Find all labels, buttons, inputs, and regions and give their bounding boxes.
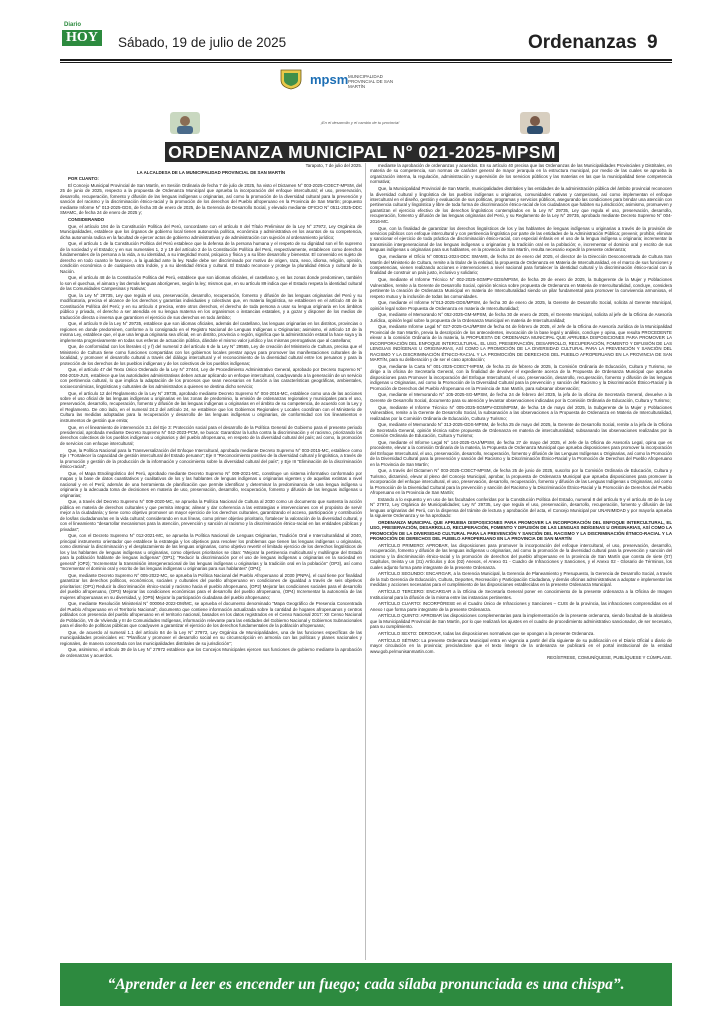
leader-photo-left: [170, 112, 200, 134]
paragraph: ARTÍCULO SEGUNDO: ENCARGAR, a la Gerencia Municipal, la Gerencia de Planeamiento y Presupuesto, la Gerencia de Desarrollo Social, a través de la Sub Gerencia de Educación, Cultura, Deportes, Recreación y Participación Ciudadana, y demás oficinas administrativas a adoptar e implementar las medidas y acciones necesarias para el cumplimiento de las disposiciones establecidas en la presente Ordenanza Municipal.: [370, 571, 672, 588]
header-rule-thin: [60, 62, 672, 63]
footer-quote-banner: [60, 963, 672, 1006]
leader-photo-right: [520, 112, 550, 134]
paragraph: Que, la Ley N° 29735, Ley que regula el uso, preservación, desarrollo, recuperación, fomento y difusión de las lenguas originarias del Perú y su modificatoria, precisa el alcance de los derechos y garantías individuales y colectivas que, en materia lingüística, se establecen en el artículo 48 de la Constitución Política del Perú; y en su artículo 4 precisa, entre otros derechos, el derecho de toda persona a usar su lengua originaria en los ámbitos público y privado, el derecho a ser atendida en su lengua materna en los organismos o instancias estatales, y a gozar y disponer de los medios de traducción directa o inversa que garanticen el ejercicio de sus derechos en todo ámbito;: [60, 292, 362, 320]
paragraph: Que, el Mapa Etnolingüístico del Perú, aprobado mediante Decreto Supremo N° 009-2021-MC, constituye un sistema informativo conformado por mapas y la base de datos cuantitativos y cualitativos de los y las hablantes de lenguas indígenas u originarias vigentes y de aquellas extintas a nivel nacional y en el Perú; además de una herramienta de planificación que permite identificar y determinar la predominancia de una lengua indígena u originaria y la adecuada toma de decisiones en materia de uso, preservación, desarrollo, recuperación, fomento y difusión de las lenguas indígenas u originarias;: [60, 470, 362, 498]
ordinance-title: ORDENANZA MUNICIPAL N° 021-2025-MPSM: [165, 142, 559, 162]
paragraph: Que, mediante Decreto Supremo N° 005-2022-MC, se aprueba la Política Nacional del Pueblo Afroperuano al 2030 (PNPA), el cual tiene por finalidad garantizar los derechos políticos, económicos, sociales y culturales del pueblo afroperuano en condiciones de igualdad a través de seis objetivos prioritarios: (OP1) Reducir la discriminación étnico-racial y racismo hacia el pueblo afroperuano, (OP2) Mejorar las condiciones sociales para el desarrollo del pueblo afroperuano, (OP3) Mejorar las condiciones económicas para el desarrollo del pueblo afroperuano, (OP4) Incrementar la autonomía de las mujeres afroperuanas en su diversidad, y, (OP5) Mejorar la participación ciudadana del pueblo afroperuano;: [60, 572, 362, 600]
paragraph: Tarapoto, 7 de julio del 2025.: [305, 163, 362, 168]
paragraph: Que, el artículo 9 de la Ley N° 29735, establece que son idiomas oficiales, además del castellano, las lenguas originarias en los distritos, provincias o regiones en donde predominen, conforme a lo consignado en el Registro Nacional de Lenguas Indígenas u Originarias; asimismo, el artículo 10 de la misma Ley, establece que, el que una lengua originaria sea oficial, en un distrito, provincia o región, significa que la administración estatal la hace suya y la implementa progresivamente en todas sus esferas de actuación pública, dándole el mismo valor jurídico y las mismas prerrogativas que al castellano;: [60, 321, 362, 343]
paragraph: ARTÍCULO QUINTO: APROBAR las disposiciones complementarias para la implementación de la presente ordenanza, siendo facultad de la alcaldesa que la Municipalidad Provincial de San Martín, por lo que realizará los ajustes en el cuadro de procedimiento administrativo sancionador, de ser necesario, para su cumplimiento.: [370, 613, 672, 630]
paragraph: ORDENANZA MUNICIPAL QUE APRUEBA DISPOSICIONES PARA PROMOVER LA INCORPORACIÓN DEL ENFOQUE INTERCULTURAL, EL USO, PRESERVACIÓN, DESARROLLO, RECUPERACIÓN, FOMENTO Y DIFUSIÓN DE LAS LENGUAS INDÍGENAS U ORIGINARIAS, ASÍ COMO LA PROMOCIÓN DE LA DIVERSIDAD CULTURAL PARA LA PREVENCIÓN Y SANCIÓN DEL RACISMO Y LA DISCRIMINACIÓN ÉTNICO-RACIAL Y LA PROMOCIÓN DE DERECHOS DEL PUEBLO AFROPERUANO EN LA PROVINCIA DE SAN MARTÍN: [370, 519, 672, 542]
header-rule: [60, 59, 672, 61]
municipality-slogan: ¡En el desarrollo y el cambio de tu provincia!: [320, 120, 400, 125]
paragraph: Que, asimismo, el artículo 39 de la Ley N° 27972 establece que los Concejos Municipales ejercen sus funciones de gobierno mediante la aprobación de ordenanzas y acuerdos.: [60, 647, 362, 658]
paragraph: Que, el artículo 194 de la Constitución Política del Perú, concordante con el artículo II del Título Preliminar de la Ley N° 27972, Ley Orgánica de Municipalidades, establece que los órganos de gobierno local tienen autonomía política, económica y administrativa en los asuntos de su competencia, dicha autonomía radica en la facultad de ejercer actos de gobierno administrativos y de administración con sujeción al ordenamiento jurídico;: [60, 223, 362, 240]
article-column-left: [60, 163, 362, 960]
paragraph: Que, mediante el Memorando N° 105-2025-SG-MPSM, de fecha 24 de febrero del 2025, la jefa de la oficina de Secretaría General, devuelve a la Gerente de Desarrollo Social, documento para su atención y levantar observaciones indicadas por la Comisión Ordinaria de Educación, Cultura y Turismo;: [370, 392, 672, 403]
municipality-name: MUNICIPALIDAD PROVINCIAL DE SAN MARTÍN: [348, 74, 394, 89]
logo-small-text: Diario: [64, 22, 82, 28]
paragraph: LA ALCALDESA DE LA MUNICIPALIDAD PROVINCIAL DE SAN MARTÍN: [136, 169, 286, 175]
column-divider: [365, 163, 366, 960]
paragraph: Que, mediante el Memorando N° 052-2025-GM-MPSM, de fecha 30 de enero de 2025, el Gerente Municipal, solicita al jefe de la Oficina de Asesoría Jurídica, opinión legal sobre la propuesta de la Ordenanza Municipal en materia de Interculturalidad;: [370, 312, 672, 323]
logo-text: HOY: [66, 30, 98, 45]
section-title: Ordenanzas: [528, 32, 637, 53]
paragraph: Estando a lo expuesto y en uso de las facultades conferidas por la Constitución Política del Estado, numeral 8 del artículo 9 y el artículo 40 de la Ley N° 27972, Ley Orgánica de Municipalidades; Ley N° 29735, Ley que regula el uso, preservación, desarrollo, recuperación, fomento y difusión de las lenguas originarias del Perú, con la dispensa del trámite de lectura y aprobación del acta, el Concejo Municipal por UNANIMIDAD y por mayoría aprueba la siguiente Ordenanza y se ha aprobado:: [370, 496, 672, 519]
paragraph: Que, mediante el Informe Técnico N° 002-2025-SGMPV-GDS/MPSM, de fecha 29 de enero de 2025, la Subgerente de la Mujer y Poblaciones Vulnerables, remite a la Gerente de Desarrollo Social, opinión técnica sobre propuesta de Ordenanza en Materia de Interculturalidad, concluye, considera pertinente la creación de Ordenanza Municipal en materia de Interculturalidad siendo un pilar fundamental para promover la convivencia armoniosa, el respeto mutuo y la inclusión de todas las comunidades.: [370, 277, 672, 299]
paragraph: Que, mediante Informe Legal N° 027-2025-OAJ/MPSM de fecha 04 de febrero de 2025, el Jefe de la Oficina de Asesoría Jurídica de la Municipalidad Provincial de San Martín, previa la descripción de los antecedentes, invocación de la base legal y análisis, concluye y opina, que resulta PROCEDENTE elevar a la comisión Ordinaria de la materia, la PROPUESTA DE ORDENANZA MUNICIPAL QUE APRUEBA DISPOSICIONES PARA PROMOVER LA INCORPORACIÓN DEL ENFOQUE INTERCULTURAL, EL USO, PRESERVACIÓN, DESARROLLO, RECUPERACIÓN, FOMENTO Y DIFUSIÓN DE LAS LENGUAS INDÍGENAS U ORIGINARIAS, ASÍ COMO LA PROMOCIÓN DE LA DIVERSIDAD CULTURAL PARA LA PREVENCIÓN Y SANCIÓN DEL RACISMO Y LA DISCRIMINACIÓN ÉTNICO-RACIAL Y LA PROMOCIÓN DE DERECHOS DEL PUEBLO AFROPERUANO EN LA PROVINCIA DE SAN MARTÍN, para su deliberación y de ser el caso aprobación;: [370, 324, 672, 363]
paragraph: Que, mediante el Memorando N° 313-2025-GDS-MPSM, de fecha 25 de mayo del 2025, la Gerente de Desarrollo Social, remite a la jefa de la Oficina de Secretaría General, opinión técnica sobre propuesta de Ordenanza en materia de interculturalidad; subsanando las observaciones realizadas por la Comisión Ordinaria de Educación, Cultura y Turismo;: [370, 422, 672, 439]
paragraph: ARTÍCULO CUARTO: INCORPÓRESE en el Cuadro Único de Infracciones y Sanciones – CUIS de la provincia, las infracciones comprendidas en el Anexo I que forma parte integrante de la presente Ordenanza.: [370, 601, 672, 612]
paragraph: Que, de conformidad con los literales c) y f) del numeral 2 del artículo 6 de la Ley N° 29565, Ley de creación del Ministerio de Cultura, precisa que el Ministerio de Cultura tiene como funciones compartidas con los gobiernos locales prestar apoyo para promover las manifestaciones culturales de la localidad, y promover el desarrollo cultural a través del diálogo intercultural y el reconocimiento de la diversidad cultural entre los peruanos y para la protección de los derechos de los pueblos indígenas y de los colectivos de los pueblos indígenas;: [60, 344, 362, 366]
paragraph: Que, de acuerdo al numeral 1.1 del artículo 84 de la Ley N° 27972, Ley Orgánica de Municipalidades, una de las funciones específicas de las municipalidades provinciales es: "Planificar y promover el desarrollo social en su circunscripción en armonía con las políticas y planes nacionales y regionales, de manera concertada con las municipalidades distritales de su jurisdicción";: [60, 629, 362, 646]
paragraph: POR CUANTO:: [68, 176, 99, 182]
paragraph: mediante la aprobación de ordenanzas y acuerdos. En su artículo 40 precisa que las Ordenanzas de las Municipalidades Provinciales y Distritales, en materia de su competencia, son normas de carácter general de mayor jerarquía en la estructura municipal, por medio de las cuales se aprueba la organización interna, la regulación, administración y supervisión de los servicios públicos y las materias en las que la municipalidad tiene competencia normativa;: [370, 163, 672, 185]
page-number: 9: [647, 32, 658, 53]
paragraph: Que, el artículo 12 del Reglamento de la Ley N° 29735, aprobado mediante Decreto Supremo N° 004-2016-MC, establece como una de las acciones sobre el uso oficial de las lenguas indígenas u originarias en las zonas de predominio, la emisión de ordenanzas regionales y municipales para el uso, preservación, desarrollo, recuperación, fomento y difusión de las lenguas indígenas u originarias en el ámbito de su competencia, de acuerdo con la Ley y el Reglamento. De otro lado, en el numeral 24.2 del artículo 24, se establece que los Gobiernos Regionales y Locales coordinan con el Ministerio de Cultura las medidas adoptadas para la recuperación y desarrollo de las lenguas indígenas u originarias, de conformidad con los lineamientos e instrumentos de gestión que emita;: [60, 390, 362, 423]
paragraph: Que, a través del Dictamen N° 003-2025-COECT-MPSM, de fecha 25 de junio de 2025, suscrito por la Comisión Ordinaria de Educación, Cultura y Turismo, dictaminó, elevar al pleno del Concejo Municipal, aprobar, la propuesta de Ordenanza Municipal que aprueba disposiciones para promover la incorporación del enfoque intercultural, el uso, preservación, desarrollo, recuperación, fomento y difusión de las Lenguas Indígenas u Originarias, así como la Promoción de la Diversidad Cultural para la prevención y sanción del Racismo y la Discriminación Étnico-Racial y la Promoción de Derechos del Pueblo Afroperuano en la Provincia de San Martín;: [370, 468, 672, 496]
paragraph: Que, mediante el Oficio N° 000511-2024-DDC SMAMS, de fecha 24 de enero del 2025, el director de la Dirección Desconcentrada de Cultura San Martín del Ministerio de Cultura, remite a la titular de la entidad, la propuesta de Ordenanza en Materia de Interculturalidad, en el marco de sus funciones y competencias, vienen realizando acciones e intervenciones a nivel nacional para fortalecer la identidad cultural y la discriminación étnico-racial con la finalidad de construir un país justo, inclusivo y solidario;: [370, 254, 672, 276]
municipality-brand: mpsm: [310, 72, 349, 87]
paragraph: Que, el artículo 1 de la Constitución Política del Perú establece que la defensa de la persona humana y el respeto de su dignidad son el fin supremo de la sociedad y el Estado; y en sus numerales 1, 2 y 19 del artículo 2 de la Constitución Política del Perú, respectivamente, establecen como derechos fundamentales de la persona a la vida, a su identidad, a su integridad moral, psíquica y física y a su libre desarrollo y bienestar. El convenido es sujeto de derecho en todo cuanto le favorece, a la igualdad ante la ley. Nadie debe ser discriminado por motivo de origen, raza, sexo, idioma, religión, opinión, condición económica o de cualquiera otra índole, y a su identidad étnica y cultural. El Estado reconoce y protege la pluralidad étnica y cultural de la Nación.: [60, 241, 362, 274]
paragraph: ARTÍCULO SEXTO: DEROGAR, todas las disposiciones normativas que se opongan a la presente Ordenanza.: [378, 630, 595, 636]
paragraph: ARTÍCULO PRIMERO: APROBAR, las disposiciones para promover la incorporación del enfoque intercultural, el uso, preservación, desarrollo, recuperación, fomento y difusión de las lenguas indígenas u originarias, así como la promoción de la diversidad cultural para la prevención y sanción del racismo y la discriminación étnico-racial y la promoción de derechos del pueblo afroperuano en la provincia de San Martín que consta de siete (07) Capítulos, treinta y un (31) Artículos y dos (02) Anexos, el Anexo 01 - Cuadro de Infracciones y Sanciones, y el Anexo 02 - Glosario de Términos, los cuales adjunto forma parte integrante de la presente Ordenanza.: [370, 542, 672, 570]
paragraph: Que, mediante el Informe Legal N° 144-2025-OAJ/MPSM, de fecha 27 de mayo del 2025, el Jefe de la Oficina de Asesoría Legal, opina que es procedente, elevar a la comisión Ordinaria de la materia, la Propuesta de Ordenanza Municipal que aprueba disposiciones para promover la incorporación del Enfoque Intercultural, el uso, preservación, desarrollo, recuperación, fomento y difusión de las Lenguas Indígenas u Originarias, así como la Promoción de la Diversidad Cultural para la prevención y sanción del Racismo y la Discriminación Étnico-Racial y la Promoción de Derechos del Pueblo Afroperuano en la Provincia de San Martín;: [370, 439, 672, 467]
paragraph: Que, el artículo 47 del Texto Único Ordenado de la Ley N° 27444, Ley de Procedimiento Administrativo General, aprobado por Decreto Supremo N° 004-2019-JUS, establece que las autoridades administrativas deben actuar aplicando un enfoque intercultural, coadyuvando a la generación de un servicio con pertinencia cultural, lo que implica la adaptación de los procesos que sean necesarios en función a las características geográficas, ambientales, socioeconómicas, lingüísticas y culturales de los administrados a quienes se destina dicho servicio;: [60, 367, 362, 389]
municipality-header: [160, 68, 560, 138]
issue-date: Sábado, 19 de julio de 2025: [118, 35, 287, 50]
paragraph: Que, mediante Resolución Ministerial N° 000064-2022-DM/MC, se aprueba el documento denominado "Mapa Geográfico de Presencia Concentrada del Pueblo Afroperuano en el Territorio Nacional", documento que contiene información actualizada sobre la cantidad de hogares afroperuanos y centros poblados con presencia del pueblo afroperuano en el territorio nacional, basados en los datos registrados en el Censo Nacional 2017: XII Censo Nacional de Población, VII de Vivienda y III de Comunidades Indígenas, información relevante para las entidades del Gobierno Nacional y Gobiernos Subnacionales para el diseño de políticas públicas que coadyuven a garantizar el ejercicio de los derechos fundamentales de la población afroperuana;: [60, 601, 362, 629]
footer-quote: “Aprender a leer es encender un fuego; cada sílaba pronunciada es una chispa”.: [107, 976, 625, 993]
paragraph: CONSIDERANDO: [68, 216, 105, 222]
paragraph: ARTÍCULO TERCERO: ENCARGAR a la Oficina de Secretaría General poner en conocimiento de la presente ordenanza a la Oficina de Imagen Institucional para la difusión de la misma entre las instancias pertinentes.: [370, 589, 672, 600]
paragraph: Que, mediante el Informe Técnico N° 005-2025-SGMPV-GDS/MPSM, de fecha 19 de mayo del 2025, la Subgerente de la Mujer y Poblaciones Vulnerables, remite a la Gerente de Desarrollo Social, la subsanación a las observaciones a la Propuesta de Ordenanza en Materia de Interculturalidad, realizadas por la Comisión Ordinaria de Educación, Cultura y Turismo;: [370, 404, 672, 421]
paragraph: Que, la Municipalidad Provincial de San Martín, municipalidades distritales y las entidades de la administración pública del ámbito provincial reconocen la diversidad cultural y lingüística de los pueblos indígenas u originarios, comunidades nativas y campesinas, así como implementan el enfoque intercultural en el diseño, gestión y evaluación de sus políticas, programas y servicios públicos, asegurando las condiciones para brindar una atención con pertinencia cultural y lingüística y libre de toda forma de discriminación étnico-racial de los ciudadanos que habiten su jurisdicción; asimismo, promueven y garantizan el ejercicio efectivo de los derechos lingüísticos contemplados en la Ley N° 29735, Ley que regula el uso, preservación, desarrollo, recuperación, fomento y difusión de las lenguas originarias del Perú, y su Reglamento de la Ley N° 29735, aprobado mediante Decreto Supremo N° 004-2016-MC.: [370, 186, 672, 224]
paragraph: ARTÍCULO SÉTIMO: La presente Ordenanza Municipal entra en vigencia a partir del día siguiente de su publicación en el Diario Oficial o diario de mayor circulación en la provincia; precisándose que el texto íntegro de la ordenanza se publicará en el portal institucional de la entidad www.gob.pe/munisanmartin.com.: [370, 637, 672, 654]
paragraph: El Concejo Municipal Provincial de San Martín, en Sesión Ordinaria de fecha 7 de julio de 2025, ha visto el Dictamen N° 003-2025-COECT-MPSM, del 25 de junio de 2025, respecto a la propuesta de Ordenanza Municipal que aprueba la incorporación del enfoque intercultural; el uso, preservación, desarrollo, recuperación, fomento y difusión de las lenguas indígenas u originarias, así como la promoción de la diversidad cultural para la prevención y sanción del racismo y la discriminación étnico-racial y la promoción de los derechos del Pueblo afroperuano en la Provincia de San Martín; propuesto mediante Informe N° 013-2025-GDS, de fecha 30 de enero de 2025, de la Gerencia de Desarrollo Social, y elevado mediante OFICIO N° 0511-2025-DDC SMAMC, de fecha 24 de enero de 2025 y;: [60, 182, 362, 216]
paragraph: Que, mediante la Carta N° 001-2025-COECT-MPSM, de fecha 21 de febrero de 2025, la Comisión Ordinaria de Educación, Cultura y Turismo, se dirige a la oficina de Secretaría General, con la finalidad de devolver el expediente acerca de la Propuesta de Ordenanza Municipal que aprueba disposiciones para Promover la incorporación del Enfoque Intercultural, el uso, preservación, desarrollo, recuperación, fomento y difusión de las lenguas indígenas u Originarias, así como la Promoción de la Diversidad Cultural para la prevención y sanción del Racismo y la Discriminación Étnico-Racial y la Promoción de Derechos del Pueblo Afroperuano en la Provincia de San Martín, para subsanar observación;: [370, 363, 672, 391]
paragraph: Que, con el Decreto Supremo N° 012-2021-MC, se aprueba la Política Nacional de Lenguas Originarias, Tradición Oral e Interculturalidad al 2040, principal instrumento orientador que establece la estrategia y los objetivos para resolver los problemas que tienen las lenguas indígenas u originarias, como disminuir la discriminación y el desplazamiento de las lenguas originarias, como objetivo revertir el limitado ejercicio de los derechos lingüísticos de los y las hablantes de lenguas indígenas u originarias, como objetivos prioritarios se citan: "Mejorar la pertinencia multicultural y multilingüe del Estado para la población hablante de lenguas indígenas" (OP1); "Reducir la discriminación por el uso de lenguas indígenas u originarias en la sociedad en general" (OP2); "Incrementar la transmisión intergeneracional de las lenguas indígenas u originarias y la tradición oral en la población" (OP3), así como "Incrementar el dominio oral y escrito de las lenguas indígenas u originarias para sus hablantes" (OP4);: [60, 533, 362, 571]
newspaper-logo[interactable]: [62, 22, 102, 46]
municipal-crest-icon: [278, 68, 304, 90]
article-column-right: [370, 163, 672, 960]
paragraph: Que, la Política Nacional para la Transversalización del Enfoque Intercultural, aprobada mediante Decreto Supremo N° 003-2015-MC, establece como Eje I "Fortalecer la capacidad de gestión intercultural del Estado peruano"; Eje II "Reconocimiento positivo de la diversidad cultural y lingüística, a través de la promoción y gestión de la producción de la información y conocimiento sobre la diversidad cultural del país"; y Eje III "Eliminación de la discriminación étnico-racial";: [60, 447, 362, 469]
paragraph: REGÍSTRESE, COMUNÍQUESE, PUBLÍQUESE Y CÚMPLASE.: [546, 655, 672, 661]
paragraph: Que, a través del Decreto Supremo N° 009-2020-MC, se aprueba la Política Nacional de Cultura al 2030 como un documento que sustenta la acción pública en materia de derechos culturales y que permita integrar, alinear y dar coherencia a las estrategias e intervenciones con el propósito de servir mejor a la ciudadanía; y tiene como objetivo promover un mayor ejercicio de los derechos culturales, garantizando el acceso, participación y contribución de los/las ciudadanos/as en la vida cultural; considerando en sus líneas, como primer objetivo prioritario, fortalecer la valoración de la diversidad cultural, y con el lineamiento "desarrollar mecanismos para la atención, prevención y sanción al racismo y la discriminación étnico-racial en las entidades públicas y privadas";: [60, 499, 362, 532]
paragraph: Que, con la finalidad de garantizar los derechos lingüísticos de los y las hablantes de lenguas indígenas u originarias a través de la provisión de servicios públicos con enfoque intercultural y con pertinencia lingüística por parte de las entidades de la Administración Pública; prevenir, prohibir, eliminar y sancionar el ejercicio de toda práctica de discriminación étnico-racial, con especial énfasis en el uso de la lengua indígena u originaria; incrementar la transmisión intergeneracional de las lenguas indígenas u originarias y la tradición oral en la población; e, incrementar el dominio oral y escrito de sus lenguas indígenas u originarias para sus hablantes, en la provincia de San Martín, resulta necesario expedir la presente ordenanza;: [370, 225, 672, 253]
paragraph: Que, el artículo 48 de la Constitución Política del Perú, establece que son idiomas oficiales, el castellano y, en las zonas donde predominen, también lo son el quechua, el aimara y las demás lenguas aborígenes, según la ley; mismos que, en su artículo 89 indica que el Estado respeta la identidad cultural de las Comunidades Campesinas y Nativas;: [60, 275, 362, 292]
paragraph: Que, mediante el Informe N°013-2025-GDS/MPSM, de fecha 30 de enero de 2025, la Gerente de Desarrollo Social, solicita al Gerente Municipal, opinión legal sobre Propuesta de Ordenanza en materia de Interculturalidad;: [370, 300, 672, 311]
page-header: [0, 0, 723, 53]
paragraph: Que, en el lineamiento de intervención 3.1 del Eje 3: Protección social para el desarrollo de la Política General de Gobierno para el presente periodo presidencial, aprobada mediante Decreto Supremo N° 042-2023-PCM, se busca: Garantizar la lucha contra la discriminación y el racismo, priorizando los derechos colectivos de los pueblos indígenas u originarios y del pueblo afroperuano, en respeto de la diversidad cultural del país; así como, la promoción de servicios con enfoque intercultural;: [60, 424, 362, 446]
